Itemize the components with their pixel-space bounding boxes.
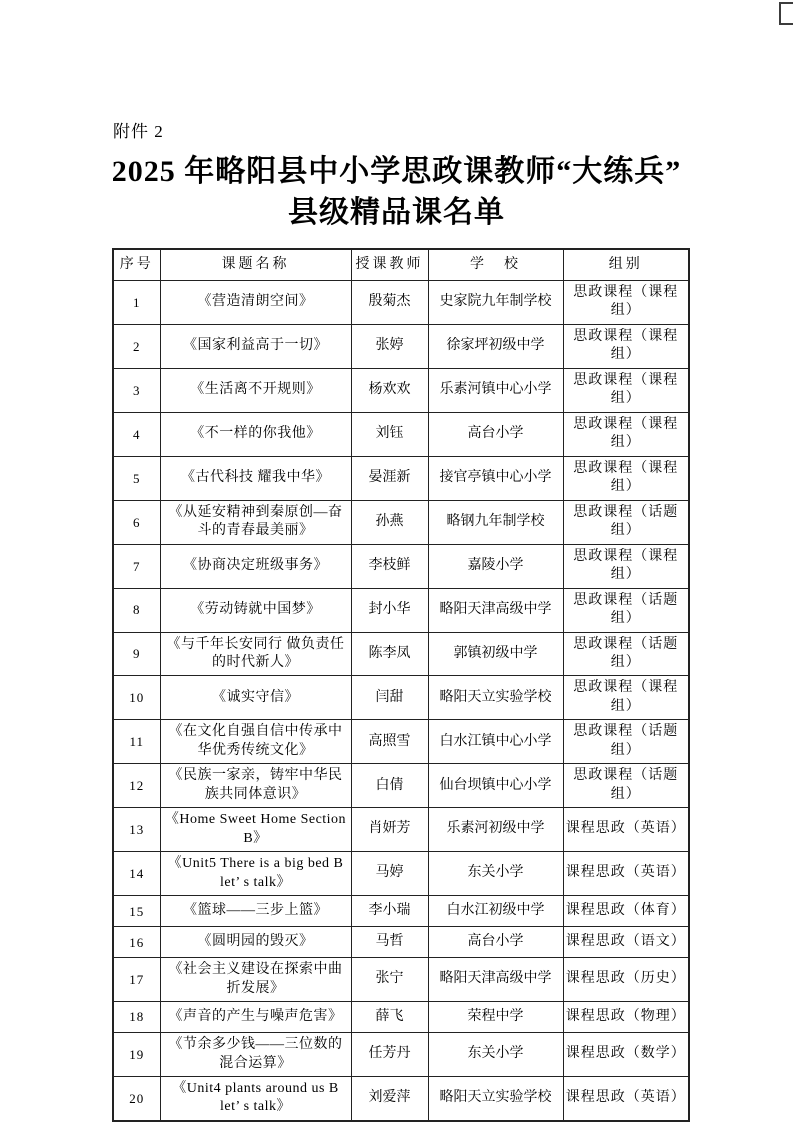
course-title: 《节余多少钱——三位数的混合运算》 <box>160 1033 351 1077</box>
teacher-name: 薛飞 <box>351 1002 428 1033</box>
table-row <box>113 927 689 958</box>
row-number: 18 <box>113 1002 160 1033</box>
title-line-2: 县级精品课名单 <box>288 195 505 229</box>
teacher-name: 李小瑞 <box>351 896 428 927</box>
school-name: 略阳天立实验学校 <box>428 676 563 720</box>
row-number: 10 <box>113 676 160 720</box>
table-row <box>113 896 689 927</box>
course-title: 《劳动铸就中国梦》 <box>160 588 351 632</box>
teacher-name: 晏涯新 <box>351 456 428 500</box>
table-row <box>113 1033 689 1077</box>
row-number: 3 <box>113 368 160 412</box>
teacher-name: 高照雪 <box>351 720 428 764</box>
school-name: 东关小学 <box>428 852 563 896</box>
teacher-name: 封小华 <box>351 588 428 632</box>
course-title: 《古代科技 耀我中华》 <box>160 456 351 500</box>
row-number: 6 <box>113 500 160 544</box>
column-header-teacher: 授课教师 <box>351 249 428 281</box>
table-row <box>113 764 689 808</box>
group-name: 思政课程（话题组） <box>563 500 689 544</box>
group-name: 思政课程（课程组） <box>563 368 689 412</box>
group-name: 思政课程（课程组） <box>563 676 689 720</box>
table-header-row <box>113 249 689 281</box>
table-row <box>113 676 689 720</box>
teacher-name: 肖妍芳 <box>351 808 428 852</box>
school-name: 郭镇初级中学 <box>428 632 563 676</box>
row-number: 12 <box>113 764 160 808</box>
column-header-school: 学 校 <box>428 249 563 281</box>
column-header-title: 课题名称 <box>160 249 351 281</box>
row-number: 13 <box>113 808 160 852</box>
school-name: 略钢九年制学校 <box>428 500 563 544</box>
table-row <box>113 852 689 896</box>
teacher-name: 闫甜 <box>351 676 428 720</box>
row-number: 2 <box>113 324 160 368</box>
row-number: 9 <box>113 632 160 676</box>
group-name: 思政课程（课程组） <box>563 324 689 368</box>
school-name: 白水江初级中学 <box>428 896 563 927</box>
course-title: 《生活离不开规则》 <box>160 368 351 412</box>
school-name: 略阳天立实验学校 <box>428 1077 563 1121</box>
group-name: 课程思政（英语） <box>563 808 689 852</box>
group-name: 思政课程（话题组） <box>563 764 689 808</box>
school-name: 乐素河镇中心小学 <box>428 368 563 412</box>
course-title: 《Home Sweet Home Section B》 <box>160 808 351 852</box>
teacher-name: 马哲 <box>351 927 428 958</box>
course-title: 《民族一家亲，铸牢中华民族共同体意识》 <box>160 764 351 808</box>
course-title: 《从延安精神到秦原创—奋斗的青春最美丽》 <box>160 500 351 544</box>
teacher-name: 白倩 <box>351 764 428 808</box>
course-title: 《声音的产生与噪声危害》 <box>160 1002 351 1033</box>
school-name: 略阳天津高级中学 <box>428 958 563 1002</box>
school-name: 接官亭镇中心小学 <box>428 456 563 500</box>
row-number: 19 <box>113 1033 160 1077</box>
table-row <box>113 588 689 632</box>
table-row <box>113 544 689 588</box>
table-row <box>113 500 689 544</box>
school-name: 高台小学 <box>428 412 563 456</box>
teacher-name: 张婷 <box>351 324 428 368</box>
course-title: 《Unit5 There is a big bed B let’ s talk》 <box>160 852 351 896</box>
table-row <box>113 281 689 325</box>
table-row <box>113 1077 689 1121</box>
school-name: 荣程中学 <box>428 1002 563 1033</box>
course-title: 《营造清朗空间》 <box>160 281 351 325</box>
teacher-name: 张宁 <box>351 958 428 1002</box>
group-name: 课程思政（体育） <box>563 896 689 927</box>
column-header-group: 组别 <box>563 249 689 281</box>
school-name: 徐家坪初级中学 <box>428 324 563 368</box>
group-name: 思政课程（话题组） <box>563 588 689 632</box>
course-table <box>112 248 690 1122</box>
group-name: 思政课程（话题组） <box>563 720 689 764</box>
teacher-name: 任芳丹 <box>351 1033 428 1077</box>
school-name: 白水江镇中心小学 <box>428 720 563 764</box>
course-title: 《社会主义建设在探索中曲折发展》 <box>160 958 351 1002</box>
table-row <box>113 958 689 1002</box>
row-number: 15 <box>113 896 160 927</box>
teacher-name: 马婷 <box>351 852 428 896</box>
row-number: 14 <box>113 852 160 896</box>
row-number: 20 <box>113 1077 160 1121</box>
table-row <box>113 412 689 456</box>
table-row <box>113 1002 689 1033</box>
group-name: 课程思政（英语） <box>563 852 689 896</box>
teacher-name: 陈李凤 <box>351 632 428 676</box>
table-row <box>113 808 689 852</box>
course-title: 《篮球——三步上篮》 <box>160 896 351 927</box>
title-line-1: 2025 年略阳县中小学思政课教师“大练兵” <box>111 155 682 188</box>
row-number: 16 <box>113 927 160 958</box>
school-name: 仙台坝镇中心小学 <box>428 764 563 808</box>
school-name: 乐素河初级中学 <box>428 808 563 852</box>
course-title: 《与千年长安同行 做负责任的时代新人》 <box>160 632 351 676</box>
group-name: 课程思政（历史） <box>563 958 689 1002</box>
group-name: 课程思政（数学） <box>563 1033 689 1077</box>
course-title: 《在文化自强自信中传承中华优秀传统文化》 <box>160 720 351 764</box>
table-row <box>113 368 689 412</box>
row-number: 1 <box>113 281 160 325</box>
school-name: 东关小学 <box>428 1033 563 1077</box>
course-title: 《不一样的你我他》 <box>160 412 351 456</box>
group-name: 思政课程（课程组） <box>563 544 689 588</box>
teacher-name: 李枝鲜 <box>351 544 428 588</box>
group-name: 课程思政（物理） <box>563 1002 689 1033</box>
teacher-name: 杨欢欢 <box>351 368 428 412</box>
table-row <box>113 632 689 676</box>
row-number: 4 <box>113 412 160 456</box>
table-row <box>113 324 689 368</box>
group-name: 思政课程（课程组） <box>563 412 689 456</box>
row-number: 7 <box>113 544 160 588</box>
school-name: 史家院九年制学校 <box>428 281 563 325</box>
page-corner-box <box>779 2 793 25</box>
course-title: 《Unit4 plants around us B let’ s talk》 <box>160 1077 351 1121</box>
group-name: 课程思政（语文） <box>563 927 689 958</box>
teacher-name: 刘钰 <box>351 412 428 456</box>
group-name: 思政课程（话题组） <box>563 632 689 676</box>
course-title: 《诚实守信》 <box>160 676 351 720</box>
group-name: 课程思政（英语） <box>563 1077 689 1121</box>
row-number: 11 <box>113 720 160 764</box>
teacher-name: 刘爱萍 <box>351 1077 428 1121</box>
row-number: 5 <box>113 456 160 500</box>
table-row <box>113 720 689 764</box>
course-title: 《国家利益高于一切》 <box>160 324 351 368</box>
teacher-name: 殷菊杰 <box>351 281 428 325</box>
table-row <box>113 456 689 500</box>
school-name: 嘉陵小学 <box>428 544 563 588</box>
document-title <box>0 152 793 233</box>
row-number: 17 <box>113 958 160 1002</box>
course-title: 《协商决定班级事务》 <box>160 544 351 588</box>
school-name: 略阳天津高级中学 <box>428 588 563 632</box>
column-header-no: 序号 <box>113 249 160 281</box>
group-name: 思政课程（课程组） <box>563 281 689 325</box>
row-number: 8 <box>113 588 160 632</box>
group-name: 思政课程（课程组） <box>563 456 689 500</box>
teacher-name: 孙燕 <box>351 500 428 544</box>
table-body <box>113 281 689 1121</box>
attachment-label: 附件 2 <box>113 122 164 141</box>
course-title: 《圆明园的毁灭》 <box>160 927 351 958</box>
school-name: 高台小学 <box>428 927 563 958</box>
